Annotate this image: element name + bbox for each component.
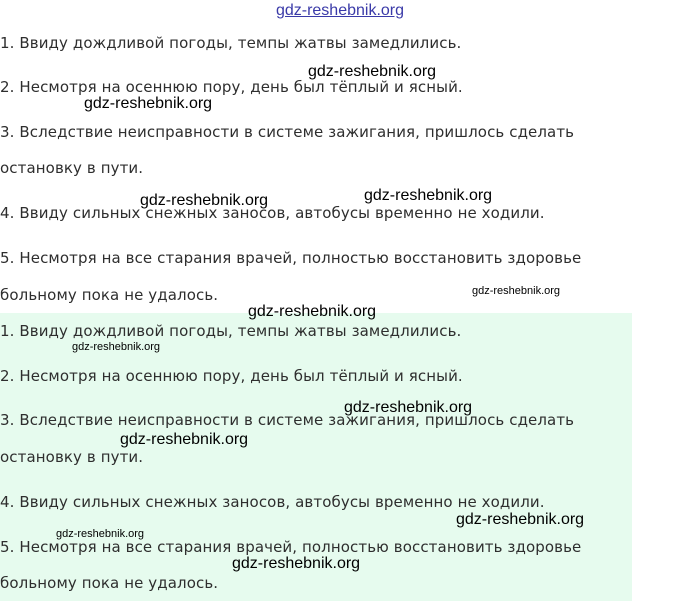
watermark: gdz-reshebnik.org xyxy=(308,63,437,80)
watermark: gdz-reshebnik.org xyxy=(140,192,269,209)
sentence-2: 2. Несмотря на осеннюю пору, день был тёплый и ясный. xyxy=(0,78,463,96)
answer-sentence-2: 2. Несмотря на осеннюю пору, день был тёплый и ясный. xyxy=(0,367,463,385)
watermark: gdz-reshebnik.org xyxy=(72,341,161,353)
sentence-3-part-2: остановку в пути. xyxy=(0,159,144,177)
watermark: gdz-reshebnik.org xyxy=(84,95,213,112)
answer-sentence-3-part-2: остановку в пути. xyxy=(0,448,144,466)
watermark: gdz-reshebnik.org xyxy=(456,511,585,528)
answer-sentence-3-part-1: 3. Вследствие неисправности в системе зажигания, пришлось сделать xyxy=(0,411,575,429)
watermark: gdz-reshebnik.org xyxy=(120,431,249,448)
answer-sentence-4: 4. Ввиду сильных снежных заносов, автобусы временно не ходили. xyxy=(0,493,545,511)
sentence-5-part-1: 5. Несмотря на все старания врачей, полностью восстановить здоровье xyxy=(0,249,582,267)
watermark: gdz-reshebnik.org xyxy=(232,555,361,572)
answer-sentence-1: 1. Ввиду дождливой погоды, темпы жатвы замедлились. xyxy=(0,322,462,340)
sentence-5-part-2: больному пока не удалось. xyxy=(0,286,219,304)
sentence-3-part-1: 3. Вследствие неисправности в системе зажигания, пришлось сделать xyxy=(0,123,575,141)
answer-sentence-5-part-2: больному пока не удалось. xyxy=(0,574,219,592)
site-watermark-top[interactable]: gdz-reshebnik.org xyxy=(275,2,405,19)
watermark: gdz-reshebnik.org xyxy=(248,303,377,320)
sentence-4: 4. Ввиду сильных снежных заносов, автобусы временно не ходили. xyxy=(0,204,545,222)
watermark: gdz-reshebnik.org xyxy=(472,285,561,297)
watermark: gdz-reshebnik.org xyxy=(364,187,493,204)
sentence-1: 1. Ввиду дождливой погоды, темпы жатвы замедлились. xyxy=(0,34,462,52)
watermark: gdz-reshebnik.org xyxy=(344,399,473,416)
answer-sentence-5-part-1: 5. Несмотря на все старания врачей, полностью восстановить здоровье xyxy=(0,538,582,556)
watermark: gdz-reshebnik.org xyxy=(56,528,145,540)
